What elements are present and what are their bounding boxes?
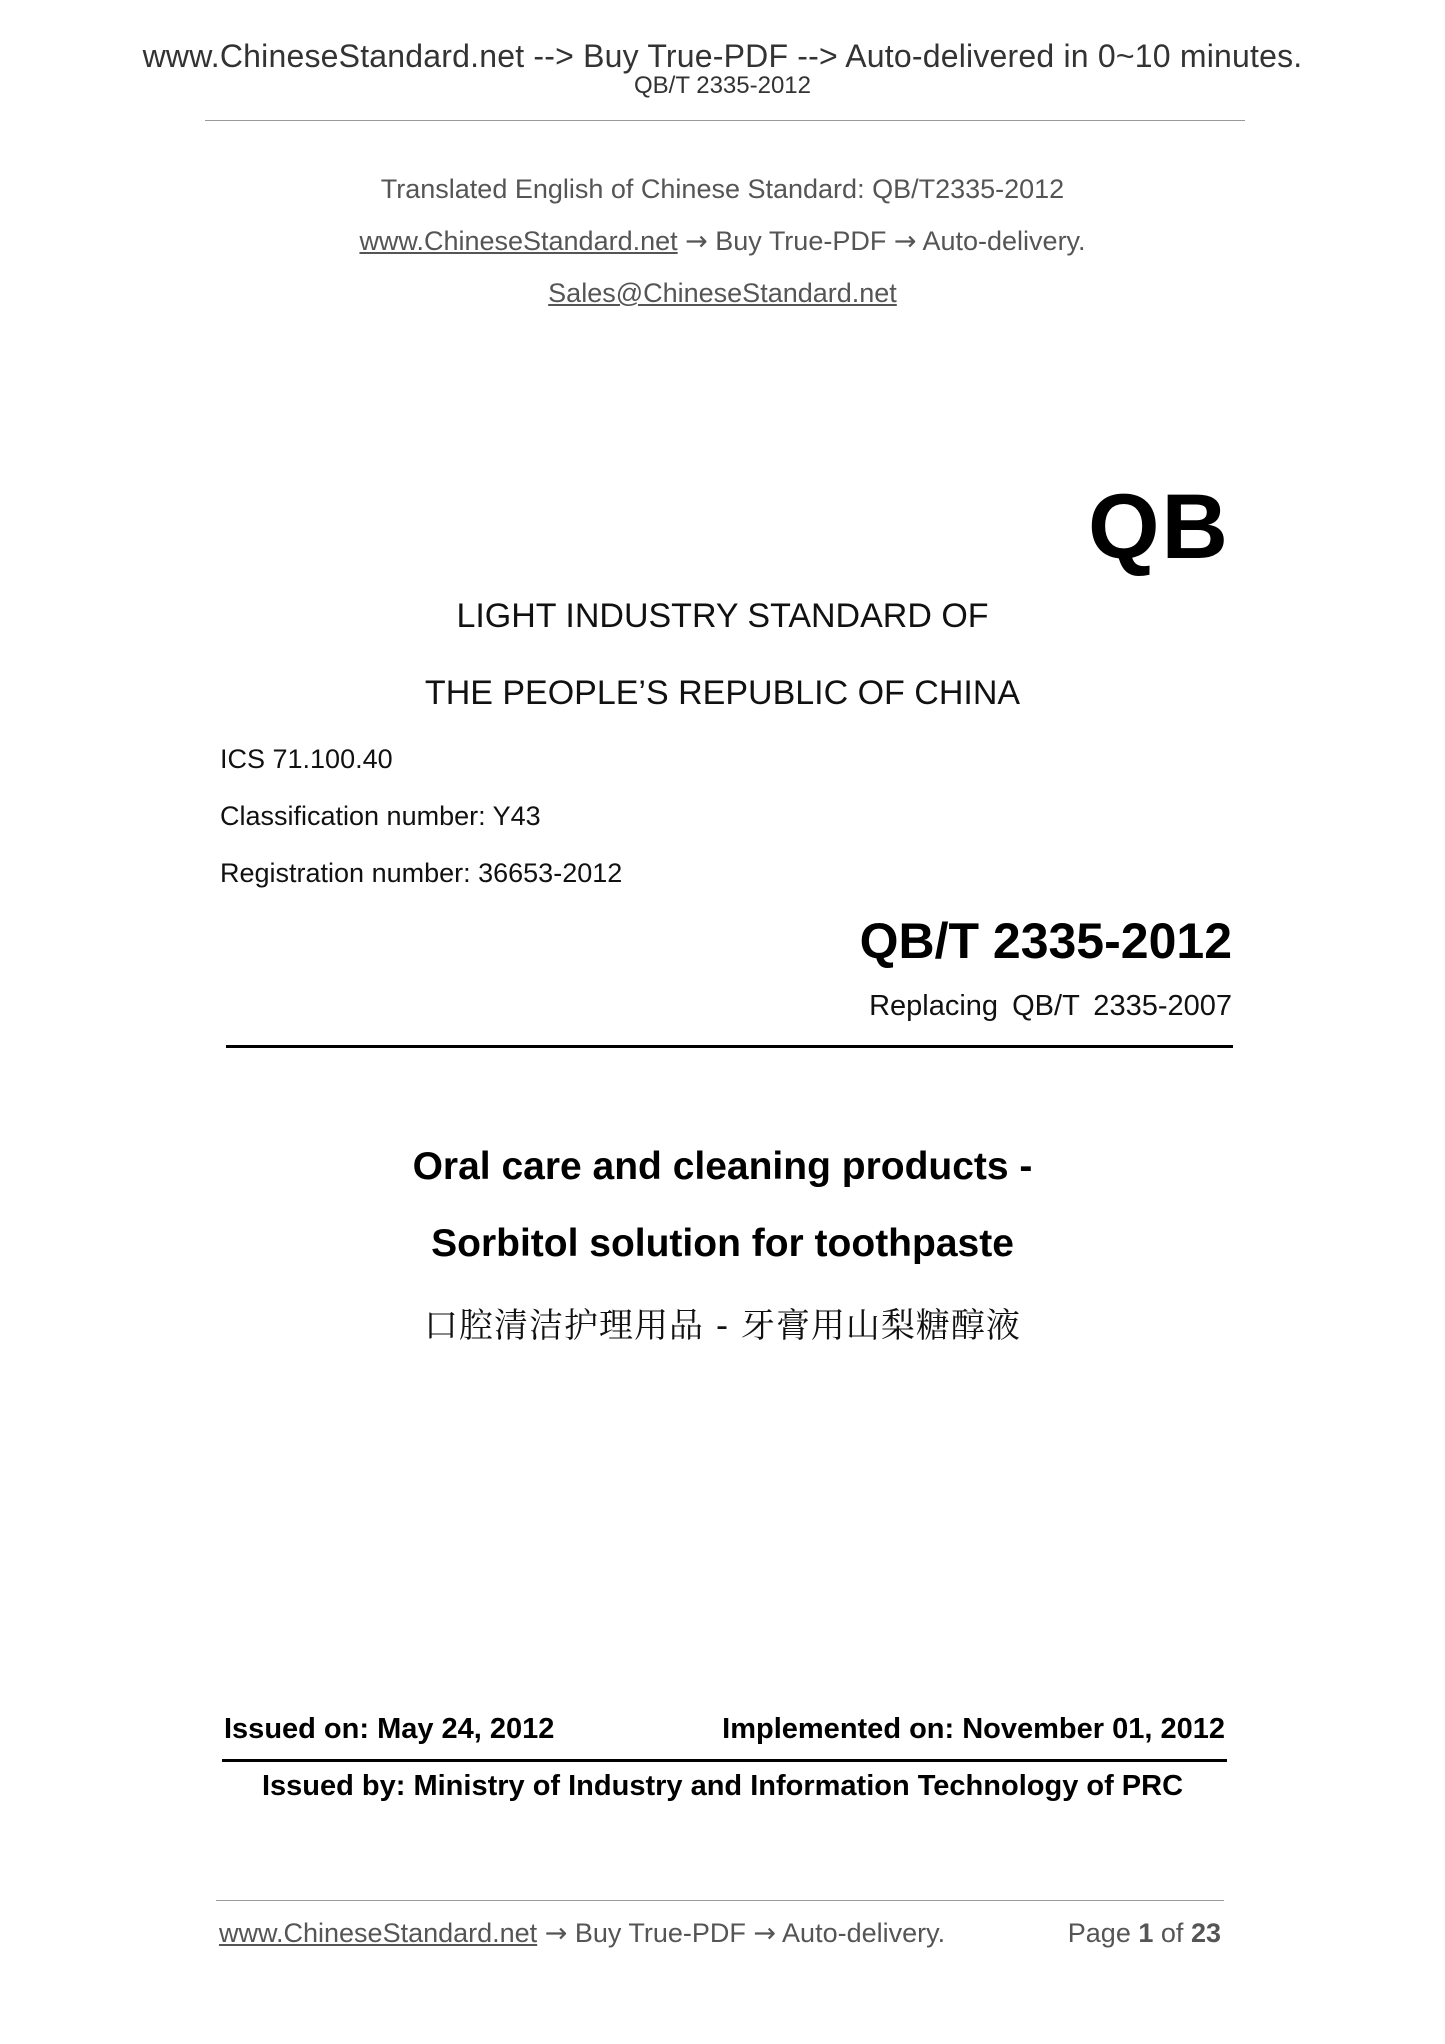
page-indicator bbox=[1068, 1918, 1221, 1949]
auto-delivery-text: Auto-delivery. bbox=[922, 226, 1086, 256]
footer-promo bbox=[219, 1918, 945, 1949]
page-of-label: of bbox=[1160, 1918, 1184, 1948]
document-title-line1: Oral care and cleaning products - bbox=[412, 1145, 1033, 1188]
issued-on-date: Issued on: May 24, 2012 bbox=[224, 1713, 555, 1745]
header-standard-code: QB/T 2335-2012 bbox=[633, 72, 811, 99]
arrow-right-icon: → bbox=[544, 1918, 568, 1949]
ics-number: ICS 71.100.40 bbox=[220, 744, 393, 774]
arrow-right-icon: → bbox=[753, 1918, 777, 1949]
standard-code: QB/T 2335-2012 bbox=[859, 913, 1232, 969]
page-total: 23 bbox=[1190, 1918, 1221, 1948]
footer-buy-text: Buy True-PDF bbox=[574, 1918, 746, 1948]
classification-number: Classification number: Y43 bbox=[220, 801, 541, 831]
email-line bbox=[0, 278, 1445, 309]
footer-divider bbox=[216, 1900, 1224, 1901]
title-divider bbox=[226, 1045, 1233, 1048]
registration-number: Registration number: 36653-2012 bbox=[220, 858, 623, 888]
standard-mark: QB bbox=[1088, 476, 1230, 578]
footer-auto-delivery-text: Auto-delivery. bbox=[782, 1918, 946, 1948]
replacing-note: Replacing QB/T 2335-2007 bbox=[869, 990, 1232, 1022]
document-title-line2: Sorbitol solution for toothpaste bbox=[431, 1222, 1014, 1265]
standard-heading-line2: THE PEOPLE’S REPUBLIC OF CHINA bbox=[424, 674, 1021, 712]
site-link[interactable]: www.ChineseStandard.net bbox=[359, 226, 678, 256]
header-divider bbox=[205, 120, 1245, 121]
buy-text: Buy True-PDF bbox=[715, 226, 887, 256]
implemented-on-date: Implemented on: November 01, 2012 bbox=[722, 1713, 1225, 1745]
document-title-chinese: 口腔清洁护理用品 - 牙膏用山梨糖醇液 bbox=[424, 1306, 1021, 1346]
arrow-right-icon: → bbox=[893, 226, 917, 257]
translated-notice: Translated English of Chinese Standard: QB/T2335-2012 bbox=[380, 174, 1065, 204]
page-label: Page bbox=[1067, 1918, 1131, 1948]
arrow-right-icon: → bbox=[685, 226, 708, 257]
email-link[interactable]: Sales@ChineseStandard.net bbox=[548, 278, 897, 308]
standard-heading-line1: LIGHT INDUSTRY STANDARD OF bbox=[456, 597, 989, 635]
issuing-authority: Issued by: Ministry of Industry and Information Technology of PRC bbox=[261, 1770, 1184, 1802]
page-current: 1 bbox=[1138, 1918, 1154, 1948]
footer-site-link[interactable]: www.ChineseStandard.net bbox=[219, 1918, 538, 1948]
top-banner: www.ChineseStandard.net --> Buy True-PDF --> Auto-delivered in 0~10 minutes. bbox=[142, 38, 1303, 74]
promo-line bbox=[0, 226, 1445, 257]
issue-divider bbox=[222, 1759, 1227, 1762]
